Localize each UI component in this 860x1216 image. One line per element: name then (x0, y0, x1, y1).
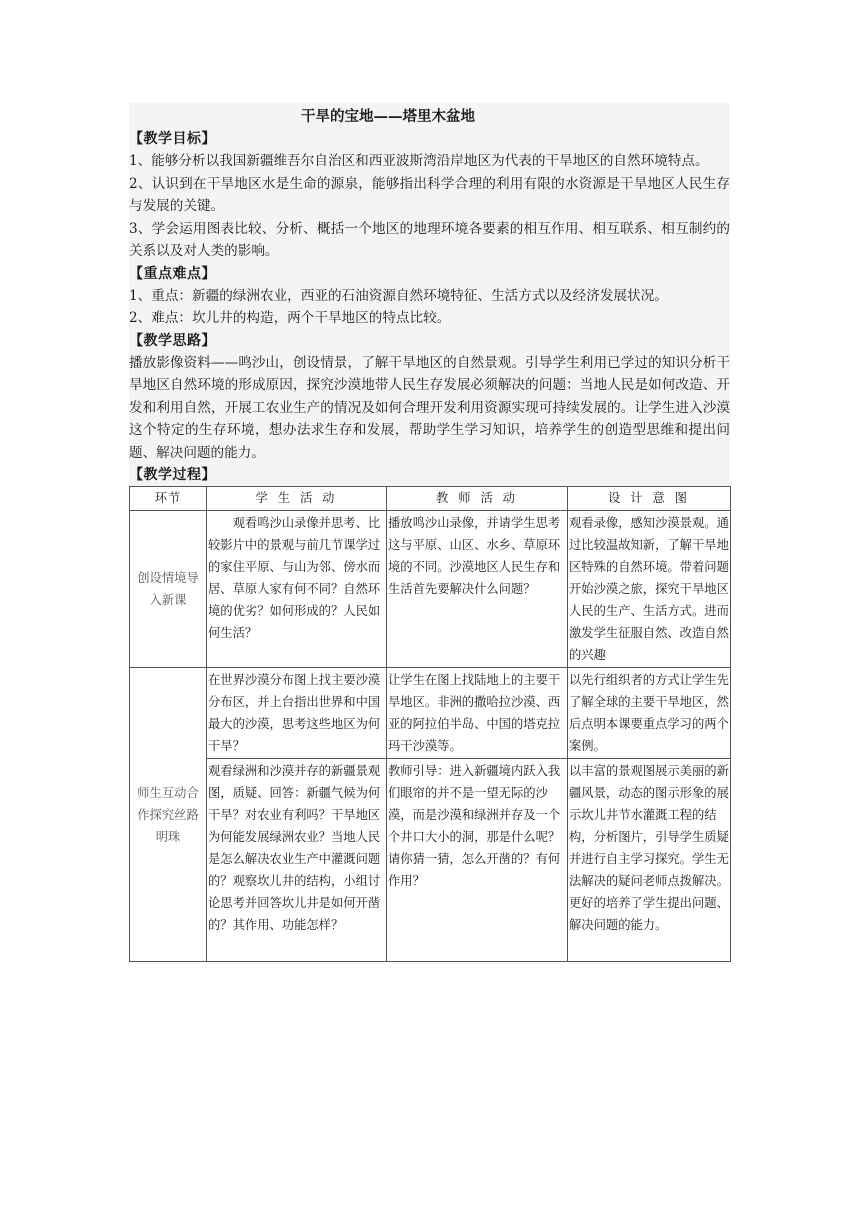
document-body (129, 103, 730, 962)
stage-cell: 师生互动合作探究丝路明珠 (130, 668, 207, 962)
keypoint-item: 1、重点：新疆的绿洲农业，西亚的石油资源自然环境特征、生活方式以及经济发展状况。 (129, 287, 668, 304)
column-header: 学 生 活 动 (207, 487, 387, 511)
design-intent-cell: 以先行组织者的方式让学生先了解全球的主要干旱地区，然后点明本课要重点学习的两个案例。 (568, 668, 731, 759)
table-row (130, 668, 731, 759)
keypoints-heading: 【重点难点】 (129, 265, 216, 282)
table-row (130, 511, 731, 668)
design-intent-cell: 以丰富的景观图展示美丽的新疆风景，动态的图示形象的展示坎儿井节水灌溉工程的结构，分析图片，引导学生质疑并进行自主学习探究。学生无法解决的疑问老师点拨解决。更好的培养了学生提出问题、解决问题的能力。 (568, 759, 731, 962)
table-row (130, 759, 731, 962)
process-heading: 【教学过程】 (129, 467, 216, 483)
table-header-row (130, 487, 731, 511)
process-table (129, 486, 731, 962)
goal-item: 2、认识到在干旱地区水是生命的源泉，能够指出科学合理的利用有限的水资源是干旱地区人民生存与发展的关键。 (129, 175, 730, 214)
approach-heading: 【教学思路】 (129, 332, 216, 349)
keypoint-item: 2、难点：坎儿井的构造，两个干旱地区的特点比较。 (129, 310, 451, 326)
student-activity-cell: 观看鸣沙山录像并思考、比较影片中的景观与前几节课学过的家住平原、与山为邻、傍水而居、草原人家有何不同？自然环境的优劣？如何形成的？人民如何生活？ (207, 511, 387, 668)
document-title: 干旱的宝地——塔里木盆地 (301, 108, 475, 125)
student-activity-cell: 观看绿洲和沙漠并存的新疆景观图，质疑、回答：新疆气候为何干旱？对农业有利吗？干旱地区为何能发展绿洲农业？当地人民是怎么解决农业生产中灌溉问题的？观察坎儿井的结构，小组讨论思考并回答坎儿井是如何开凿的？其作用、功能怎样？ (207, 759, 387, 962)
approach-text: 播放影像资料——鸣沙山，创设情景，了解干旱地区的自然景观。引导学生利用已学过的知识分析干旱地区自然环境的形成原因，探究沙漠地带人民生存发展必须解决的问题：当地人民是如何改造、开发和利用自然，开展工农业生产的情况及如何合理开发利用资源实现可持续发展的。让学生进入沙漠这个特定的生存环境，想办法求生存和发展，帮助学生学习知识，培养学生的创造型思维和提出问题、解决问题的能力。 (129, 354, 730, 461)
goal-item: 3、学会运用图表比较、分析、概括一个地区的地理环境各要素的相互作用、相互联系、相互制约的关系以及对人类的影响。 (129, 220, 730, 259)
teacher-activity-cell: 教师引导：进入新疆境内跃入我们眼帘的并不是一望无际的沙漠，而是沙漠和绿洲并存及一个个井口大小的洞，那是什么呢？请你猜一猜，怎么开凿的？有何作用？ (387, 759, 568, 962)
stage-cell: 创设情境导入新课 (130, 511, 207, 668)
goal-item: 1、能够分析以我国新疆维吾尔自治区和西亚波斯湾沿岸地区为代表的干旱地区的自然环境特点。 (129, 153, 709, 169)
design-intent-cell: 观看录像，感知沙漠景观。通过比较温故知新，了解干旱地区特殊的自然环境。带着问题开始沙漠之旅，探究干旱地区人民的生产、生活方式。进而激发学生征服自然、改造自然的兴趣 (568, 511, 731, 668)
goals-heading: 【教学目标】 (129, 131, 216, 147)
column-header: 设 计 意 图 (568, 487, 731, 511)
column-header: 教 师 活 动 (387, 487, 568, 511)
teacher-activity-cell: 让学生在图上找陆地上的主要干旱地区。非洲的撒哈拉沙漠、西亚的阿拉伯半岛、中国的塔克拉玛干沙漠等。 (387, 668, 568, 759)
student-activity-cell: 在世界沙漠分布图上找主要沙漠分布区，并上台指出世界和中国最大的沙漠，思考这些地区为何干旱？ (207, 668, 387, 759)
teacher-activity-cell: 播放鸣沙山录像，并请学生思考这与平原、山区、水乡、草原环境的不同。沙漠地区人民生存和生活首先要解决什么问题？ (387, 511, 568, 668)
column-header: 环节 (130, 487, 207, 511)
